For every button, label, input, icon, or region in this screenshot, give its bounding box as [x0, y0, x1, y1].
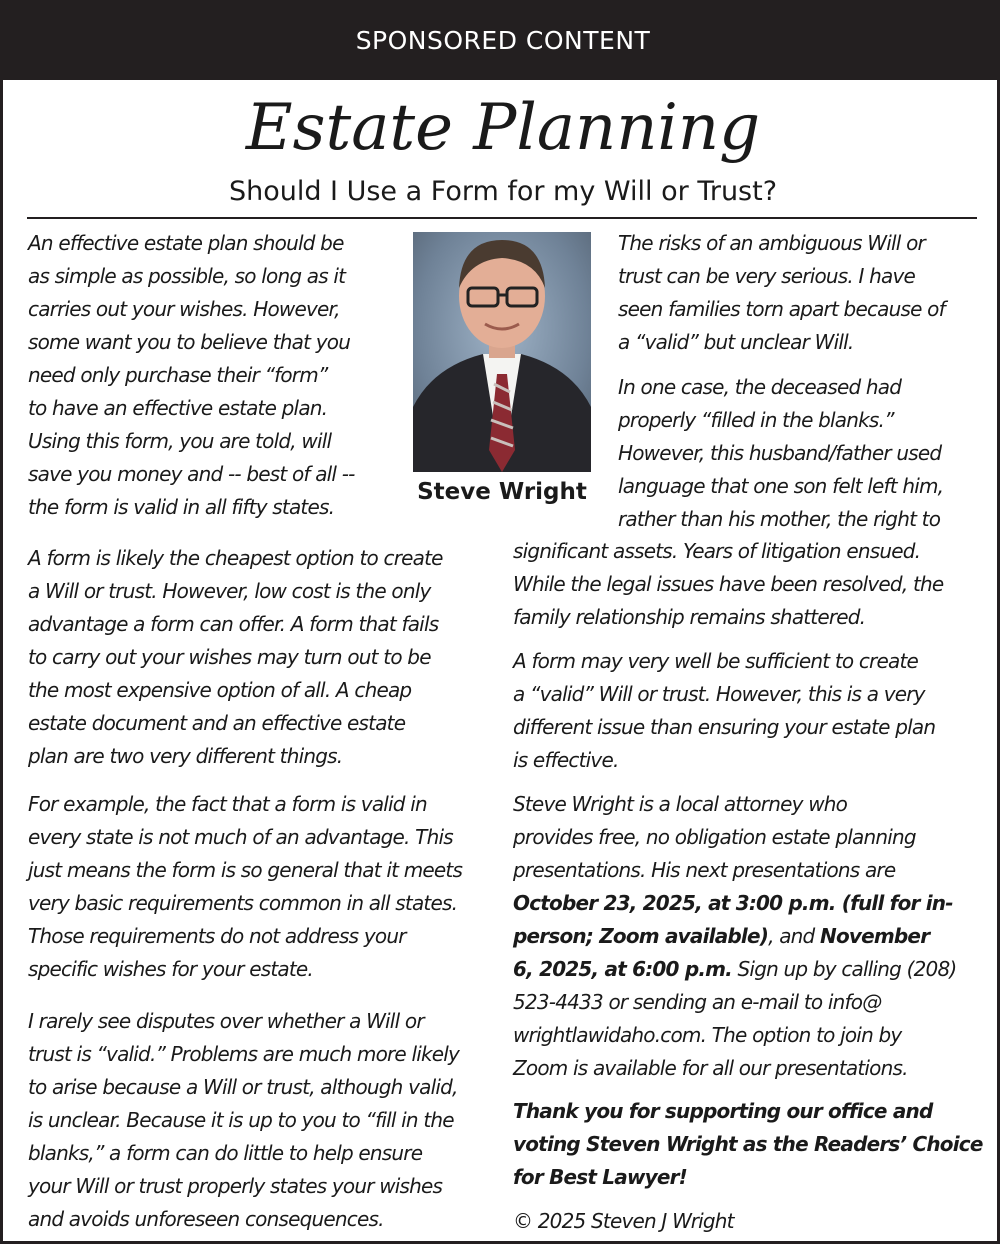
text-line: The risks of an ambiguous Will or — [618, 231, 925, 255]
text-line: some want you to believe that you — [28, 330, 351, 354]
right-paragraph-1 — [618, 227, 983, 359]
right-paragraph-3 — [513, 645, 983, 777]
text-line: plan are two very different things. — [28, 744, 343, 768]
text-line: For example, the fact that a form is valid in — [28, 792, 427, 816]
text-line: In one case, the deceased had — [618, 375, 902, 399]
text-span: , and — [768, 924, 820, 948]
text-line: A form may very well be sufficient to create — [513, 649, 918, 673]
text-line: Steve Wright is a local attorney who — [513, 792, 848, 816]
text-line: just means the form is so general that it meets — [28, 858, 463, 882]
text-line — [513, 887, 983, 920]
text-line — [513, 920, 983, 953]
text-line: very basic requirements common in all states. — [28, 891, 458, 915]
text-line: 523-4433 or sending an e-mail to info@ — [513, 990, 882, 1014]
text-line: your Will or trust properly states your wishes — [28, 1174, 443, 1198]
text-line: every state is not much of an advantage. This — [28, 825, 453, 849]
text-line: wrightlawidaho.com. The option to join by — [513, 1023, 902, 1047]
text-line: language that one son felt left him, — [618, 474, 944, 498]
copyright-notice: © 2025 Steven J Wright — [513, 1209, 734, 1233]
left-paragraph-4 — [28, 1005, 503, 1236]
event-date-2-cont: 6, 2025, at 6:00 p.m. — [513, 957, 732, 981]
text-line: specific wishes for your estate. — [28, 957, 313, 981]
text-line: the form is valid in all fifty states. — [28, 495, 335, 519]
text-line: blanks,” a form can do little to help ensure — [28, 1141, 423, 1165]
text-line: A form is likely the cheapest option to create — [28, 546, 443, 570]
right-paragraph-2b — [513, 535, 983, 634]
left-paragraph-1 — [28, 227, 413, 524]
text-line: family relationship remains shattered. — [513, 605, 866, 629]
header-divider — [27, 217, 977, 219]
text-line: While the legal issues have been resolved, the — [513, 572, 944, 596]
text-line: Thank you for supporting our office and — [513, 1099, 933, 1123]
left-paragraph-2 — [28, 542, 503, 773]
text-line: seen families torn apart because of — [618, 297, 945, 321]
page-subtitle: Should I Use a Form for my Will or Trust? — [228, 176, 778, 207]
text-line: significant assets. Years of litigation ensued. — [513, 539, 921, 563]
text-line: Those requirements do not address your — [28, 924, 406, 948]
text-line — [513, 953, 983, 986]
text-line: a “valid” Will or trust. However, this is a very — [513, 682, 925, 706]
text-line: Zoom is available for all our presentations. — [513, 1056, 908, 1080]
text-line: presentations. His next presentations are — [513, 858, 896, 882]
text-line: is effective. — [513, 748, 619, 772]
event-date-1-cont: person; Zoom available) — [513, 924, 769, 948]
text-line: to carry out your wishes may turn out to be — [28, 645, 431, 669]
text-line: carries out your wishes. However, — [28, 297, 340, 321]
text-line: trust is “valid.” Problems are much more likely — [28, 1042, 460, 1066]
text-line: I rarely see disputes over whether a Will or — [28, 1009, 424, 1033]
right-paragraph-4 — [513, 788, 983, 1085]
text-line: An effective estate plan should be — [28, 231, 344, 255]
text-line: trust can be very serious. I have — [618, 264, 916, 288]
text-line: rather than his mother, the right to — [618, 507, 941, 531]
event-date-2: November — [820, 924, 930, 948]
text-line: a Will or trust. However, low cost is the only — [28, 579, 431, 603]
left-paragraph-3 — [28, 788, 503, 986]
text-line: to have an effective estate plan. — [28, 396, 328, 420]
text-line: Using this form, you are told, will — [28, 429, 332, 453]
author-photo — [413, 232, 591, 472]
text-line: need only purchase their “form” — [28, 363, 328, 387]
text-line: the most expensive option of all. A cheap — [28, 678, 412, 702]
text-line: save you money and -- best of all -- — [28, 462, 355, 486]
right-paragraph-2a — [618, 371, 983, 536]
page-title: Estate Planning — [245, 91, 761, 165]
text-line: for Best Lawyer! — [513, 1165, 688, 1189]
text-span: Sign up by calling (208) — [731, 957, 957, 981]
text-line: and avoids unforeseen consequences. — [28, 1207, 384, 1231]
thank-you-paragraph — [513, 1095, 983, 1194]
text-line: provides free, no obligation estate planning — [513, 825, 916, 849]
text-line: However, this husband/father used — [618, 441, 942, 465]
text-line: advantage a form can offer. A form that fails — [28, 612, 439, 636]
text-line: to arise because a Will or trust, although valid, — [28, 1075, 458, 1099]
text-line: properly “filled in the blanks.” — [618, 408, 894, 432]
text-line: different issue than ensuring your estate plan — [513, 715, 936, 739]
sponsored-banner: SPONSORED CONTENT — [3, 0, 1000, 80]
text-line: estate document and an effective estate — [28, 711, 406, 735]
text-line: voting Steven Wright as the Readers’ Choice — [513, 1132, 983, 1156]
event-date-1: October 23, 2025, at 3:00 p.m. (full for in- — [513, 891, 953, 915]
text-line: as simple as possible, so long as it — [28, 264, 346, 288]
photo-caption: Steve Wright — [417, 479, 587, 505]
text-line: is unclear. Because it is up to you to “fill in the — [28, 1108, 454, 1132]
text-line: a “valid” but unclear Will. — [618, 330, 854, 354]
